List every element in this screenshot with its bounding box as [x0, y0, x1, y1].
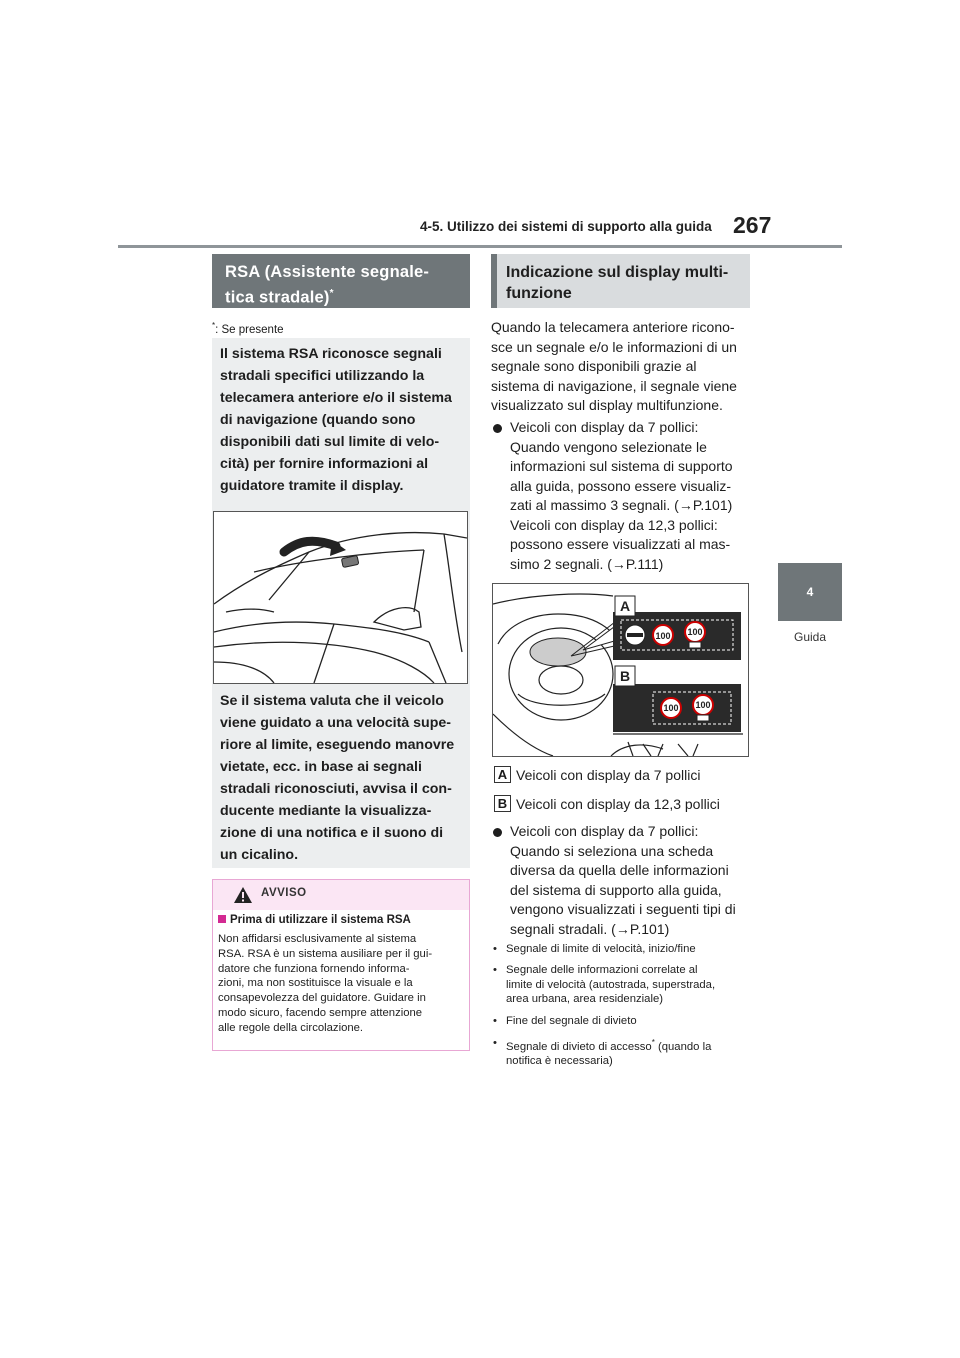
bullet-line: Veicoli con display da 12,3 pollici:: [510, 516, 718, 533]
warning-header: [213, 880, 469, 910]
caption-a-label: A: [494, 766, 511, 783]
rsa-header-line1: RSA (Assistente segnale-: [225, 263, 430, 281]
bullet-item-1: [510, 418, 755, 574]
caption-b-label: B: [494, 795, 511, 812]
warning-box: [212, 879, 470, 1051]
bullet-item-2: [510, 822, 755, 939]
warning-triangle-icon: [233, 886, 253, 904]
bullet-line: simo 2 segnali. (→P.111): [510, 555, 664, 572]
outro-line: un cicalino.: [220, 847, 299, 863]
outro-line: stradali riconosciuti, avvisa il con-: [220, 781, 452, 797]
rsa-info-box: [212, 338, 470, 868]
footnote: [212, 321, 284, 336]
warning-line: modo sicuro, facendo sempre attenzione: [218, 1006, 423, 1019]
footnote-text: : Se presente: [215, 323, 284, 336]
sign-label: 100: [655, 631, 671, 641]
outro-text: [220, 690, 464, 866]
multi-display-illustration: [492, 583, 749, 757]
warning-line: RSA. RSA è un sistema ausiliare per il gui-: [218, 947, 433, 960]
bullet-line: alla guida, possono essere visualiz-: [510, 477, 732, 494]
intro-line: disponibili dati sul limite di velo-: [220, 434, 440, 450]
outro-line: viene guidato a una velocità supe-: [220, 715, 451, 731]
outro-line: Se il sistema valuta che il veicolo: [220, 693, 444, 709]
outro-line: vietate, ecc. in base ai segnali: [220, 759, 422, 775]
warning-square-icon: [218, 915, 226, 923]
warning-line: consapevolezza del guidatore. Guidare in: [218, 992, 426, 1005]
warning-body: [218, 932, 464, 1036]
warning-line: alle regole della circolazione.: [218, 1021, 364, 1034]
windshield-camera-illustration: [213, 511, 468, 684]
sign-type-line: Segnale di limite di velocità, inizio/fine: [506, 943, 696, 955]
sign-type-suffix: (quando la: [654, 1040, 712, 1053]
dashboard-drawing: [493, 584, 748, 756]
warning-line: datore che funziona fornendo informa-: [218, 962, 410, 975]
paragraph-line: Quando la telecamera anteriore ricono-: [491, 319, 735, 335]
sign-type-line: limite di velocità (autostrada, superstrada,: [506, 978, 716, 991]
paragraph-line: segnale sono disponibili grazie al: [491, 358, 697, 374]
outro-line: ducente mediante la visualizza-: [220, 803, 432, 819]
sign-type-line: notifica è necessaria): [506, 1055, 613, 1068]
small-bullet: •: [493, 964, 497, 976]
sign-type-line: Fine del segnale di divieto: [506, 1015, 637, 1027]
bullet-line: Quando vengono selezionate le: [510, 438, 707, 455]
warning-subtitle: [218, 914, 411, 926]
bullet-line: zati al massimo 3 segnali. (→P.101): [510, 497, 733, 513]
intro-line: cità) per fornire informazioni al: [220, 456, 429, 472]
sign-type-line: Segnale delle informazioni correlate al: [506, 964, 698, 976]
bullet-line: Veicoli con display da 7 pollici:: [510, 823, 699, 839]
caption-a: Veicoli con display da 7 pollici: [516, 767, 701, 783]
sign-type-text: Segnale di divieto di accesso: [506, 1040, 652, 1053]
callout-a: A: [619, 598, 631, 614]
page-number: 267: [733, 212, 772, 238]
intro-line: telecamera anteriore e/o il sistema: [220, 390, 452, 406]
intro-text: [220, 343, 464, 497]
chapter-label: Guida: [793, 630, 827, 644]
bullet-dot: [493, 828, 502, 837]
bullet-line: del sistema di supporto alla guida,: [510, 881, 722, 898]
header-rule: [118, 245, 842, 248]
paragraph-line: visualizzato sul display multifunzione.: [491, 397, 723, 413]
bullet-line: possono essere visualizzati al mas-: [510, 536, 731, 552]
display-paragraph: [491, 318, 753, 416]
sign-label: 100: [687, 627, 703, 637]
intro-line: guidatore tramite il display.: [220, 478, 404, 494]
footnote-mark: *: [651, 1038, 655, 1047]
bullet-dot: [493, 424, 502, 433]
running-header: 4-5. Utilizzo dei sistemi di supporto alla guida: [420, 219, 712, 234]
bullet-line: diversa da quella delle informazioni: [510, 862, 729, 878]
small-bullet: •: [493, 943, 497, 955]
bullet-line: Veicoli con display da 7 pollici:: [510, 419, 699, 435]
intro-line: di navigazione (quando sono: [220, 412, 416, 428]
bullet-line: Quando si seleziona una scheda: [510, 842, 714, 859]
rsa-header-mark: *: [329, 288, 334, 299]
chapter-tab: 4: [778, 563, 842, 621]
sign-label: 100: [663, 703, 679, 713]
warning-line: Non affidarsi esclusivamente al sistema: [218, 933, 417, 945]
bullet-line: segnali stradali. (→P.101): [510, 920, 670, 937]
sign-type-line: [506, 1036, 751, 1054]
paragraph-line: sistema di navigazione, il segnale viene: [491, 377, 737, 394]
display-header-line1: Indicazione sul display multi-: [506, 264, 729, 281]
warning-subtitle-text: Prima di utilizzare il sistema RSA: [230, 914, 411, 926]
footnote-mark: *: [212, 321, 216, 330]
rsa-section-header: [212, 254, 470, 308]
warning-line: zioni, ma non sostituisce la visuale e la: [218, 977, 413, 990]
small-bullet: •: [493, 1037, 497, 1049]
sign-label: 100: [695, 700, 711, 710]
car-front-drawing: [214, 512, 467, 683]
intro-line: stradali specifici utilizzando la: [220, 368, 425, 384]
bullet-line: informazioni sul sistema di supporto: [510, 458, 733, 474]
outro-line: riore al limite, eseguendo manovre: [220, 737, 455, 753]
sign-type-line: area urbana, area residenziale): [506, 993, 663, 1005]
display-section-header: [491, 254, 750, 308]
intro-line: Il sistema RSA riconosce segnali: [220, 346, 442, 362]
small-bullet: •: [493, 1015, 497, 1027]
outro-line: zione di una notifica e il suono di: [220, 825, 444, 841]
paragraph-line: sce un segnale e/o le informazioni di un: [491, 338, 737, 355]
display-header-line2: funzione: [506, 285, 572, 302]
callout-b: B: [619, 668, 631, 684]
warning-title: AVVISO: [261, 887, 307, 899]
bullet-line: vengono visualizzati i seguenti tipi di: [510, 901, 736, 917]
caption-b: Veicoli con display da 12,3 pollici: [516, 796, 720, 812]
rsa-header-line2: tica stradale): [225, 288, 330, 307]
